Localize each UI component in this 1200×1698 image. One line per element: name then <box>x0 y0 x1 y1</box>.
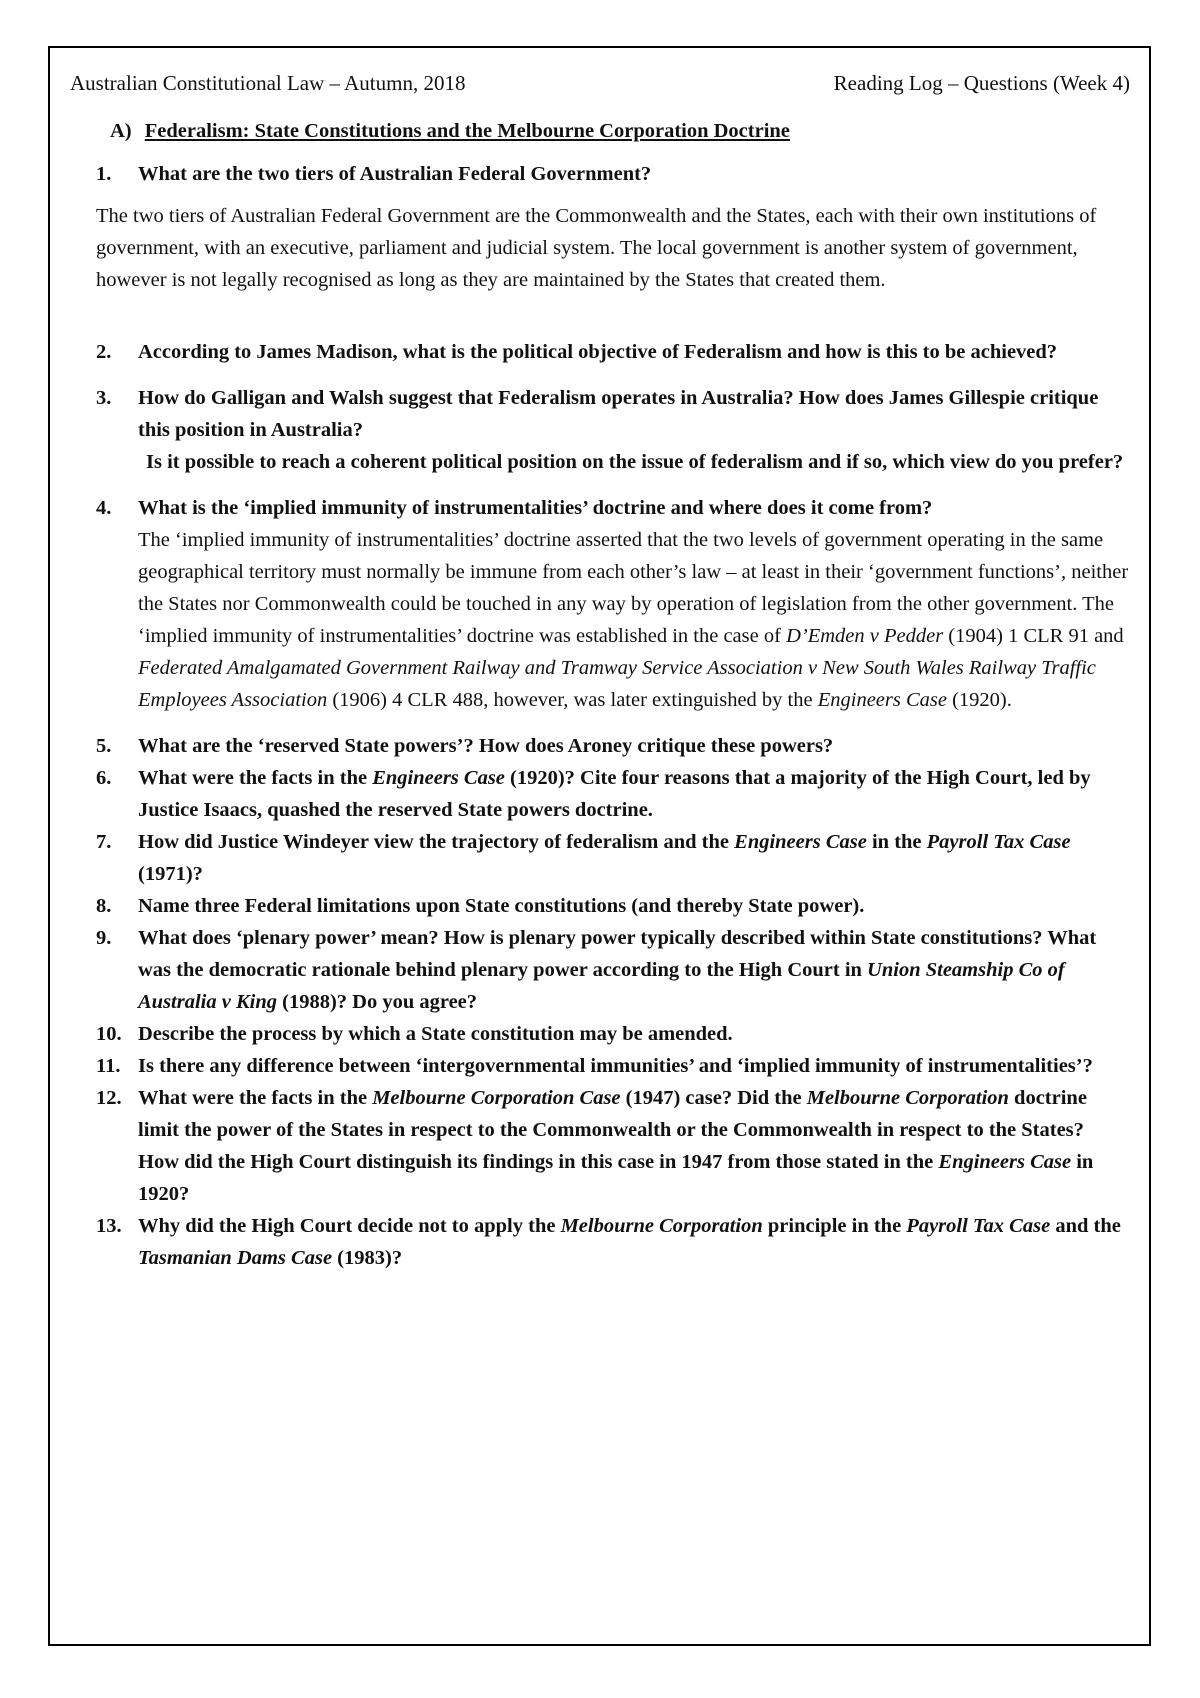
section-letter: A) <box>110 120 132 142</box>
question-11 <box>70 1050 1130 1082</box>
case-name: Engineers Case <box>734 831 867 853</box>
question-text: How did Justice Windeyer view the trajectory of federalism and the Engineers Case in the Payroll Tax Case (1971)? <box>138 831 1071 885</box>
question-text: What are the ‘reserved State powers’? How does Aroney critique these powers? <box>138 735 834 757</box>
document-body <box>70 70 1130 1274</box>
question-number: 2. <box>96 341 112 363</box>
question-text: What were the facts in the Melbourne Corporation Case (1947) case? Did the Melbourne Corporation doctrine limit the power of the States in respect to the Commonwealth or the Commonwealth in respect to the States? How did the High Court distinguish its findings in this case in 1947 from those stated in the Engineers Case in 1920? <box>138 1087 1094 1205</box>
question-10 <box>70 1018 1130 1050</box>
question-text: Why did the High Court decide not to apply the Melbourne Corporation principle in the Payroll Tax Case and the Tasmanian Dams Case (1983)? <box>138 1215 1121 1269</box>
question-text: According to James Madison, what is the political objective of Federalism and how is this to be achieved? <box>138 341 1058 363</box>
case-name: Engineers Case <box>372 767 505 789</box>
question-number: 3. <box>96 387 112 409</box>
answer-text: (1920). <box>946 689 1012 711</box>
question-4 <box>70 492 1130 524</box>
case-name: D’Emden v Pedder <box>786 625 944 647</box>
case-name: Engineers Case <box>938 1151 1072 1173</box>
case-name: Melbourne Corporation <box>560 1215 763 1237</box>
question-text: Name three Federal limitations upon State constitutions (and thereby State power). <box>138 895 865 917</box>
question-8 <box>70 890 1130 922</box>
case-name: Tasmanian Dams Case <box>138 1247 333 1269</box>
question-12 <box>70 1082 1130 1210</box>
question-text: What does ‘plenary power’ mean? How is plenary power typically described within State constitutions? What was the democratic rationale behind plenary power according to the High Court in Union Steamship Co of Australia v King (1988)? Do you agree? <box>138 927 1097 1013</box>
question-text: What are the two tiers of Australian Federal Government? <box>138 163 652 185</box>
case-name: Union Steamship Co of Australia v King <box>138 959 1065 1013</box>
question-number: 1. <box>96 163 112 185</box>
question-number: 9. <box>96 927 112 949</box>
question-9 <box>70 922 1130 1018</box>
answer-text: (1906) 4 CLR 488, however, was later extinguished by the <box>327 689 818 711</box>
question-number: 12. <box>96 1087 122 1109</box>
answer-1: The two tiers of Australian Federal Government are the Commonwealth and the States, each with their own institutions of government, with an executive, parliament and judicial system. The local government is another system of government, however is not legally recognised as long as they are maintained by the States that created them. <box>96 205 1097 291</box>
page-header <box>70 70 1130 96</box>
section-title: Federalism: State Constitutions and the Melbourne Corporation Doctrine <box>144 120 790 142</box>
question-3 <box>70 382 1130 478</box>
case-name: Melbourne Corporation Case <box>372 1087 621 1109</box>
question-1 <box>70 158 1130 190</box>
case-name: Melbourne Corporation <box>806 1087 1009 1109</box>
question-text: What were the facts in the Engineers Case (1920)? Cite four reasons that a majority of the High Court, led by Justice Isaacs, quashed the reserved State powers doctrine. <box>138 767 1091 821</box>
question-number: 5. <box>96 735 112 757</box>
question-number: 10. <box>96 1023 122 1045</box>
question-text: Describe the process by which a State constitution may be amended. <box>138 1023 733 1045</box>
case-name: Payroll Tax Case <box>926 831 1071 853</box>
answer-4 <box>138 524 1130 716</box>
case-name: Engineers Case <box>817 689 947 711</box>
question-number: 8. <box>96 895 112 917</box>
answer-text: The ‘implied immunity of instrumentalities’ doctrine asserted that the two levels of government operating in the same geographical territory must normally be immune from each other’s law – at least in their ‘government functions’, neither the States nor Commonwealth could be touched in any way by operation of legislation from the other government. The ‘implied immunity of instrumentalities’ doctrine was established in the case of <box>138 529 1129 647</box>
log-title: Reading Log – Questions (Week 4) <box>833 71 1130 95</box>
question-number: 11. <box>96 1055 121 1077</box>
question-7 <box>70 826 1130 890</box>
question-6 <box>70 762 1130 826</box>
question-followup: Is it possible to reach a coherent political position on the issue of federalism and if so, which view do you prefer? <box>146 451 1124 473</box>
question-number: 7. <box>96 831 112 853</box>
section-heading <box>110 118 1130 144</box>
question-13 <box>70 1210 1130 1274</box>
question-number: 6. <box>96 767 112 789</box>
course-title: Australian Constitutional Law – Autumn, 2018 <box>70 71 466 95</box>
question-text: Is there any difference between ‘intergovernmental immunities’ and ‘implied immunity of instrumentalities’? <box>138 1055 1093 1077</box>
question-5 <box>70 730 1130 762</box>
question-text: How do Galligan and Walsh suggest that Federalism operates in Australia? How does James Gillespie critique this position in Australia? <box>138 387 1099 441</box>
question-number: 4. <box>96 497 112 519</box>
case-name: Payroll Tax Case <box>906 1215 1051 1237</box>
question-2 <box>70 336 1130 368</box>
question-number: 13. <box>96 1215 122 1237</box>
case-name: Federated Amalgamated Government Railway and Tramway Service Association v New South Wales Railway Traffic Employees Association <box>138 657 1096 711</box>
question-text: What is the ‘implied immunity of instrumentalities’ doctrine and where does it come from? <box>138 497 933 519</box>
answer-text: (1904) 1 CLR 91 and <box>943 625 1124 647</box>
